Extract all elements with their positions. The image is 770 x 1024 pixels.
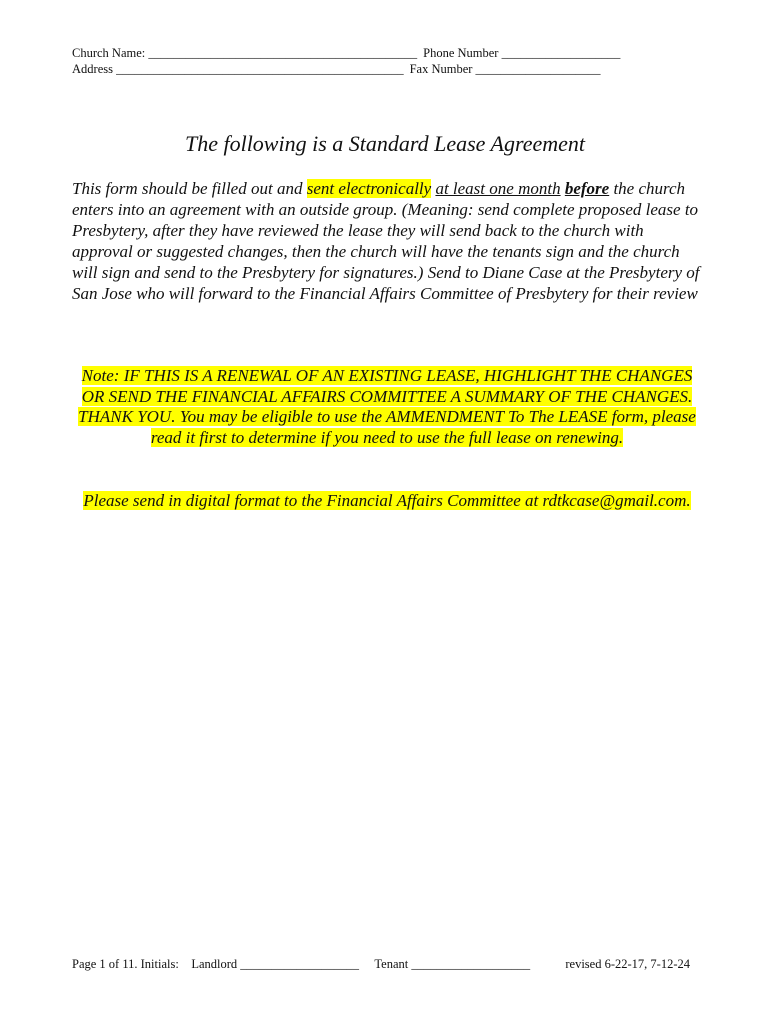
page-footer <box>72 956 702 972</box>
renewal-note <box>72 366 702 448</box>
footer-page-initials: Page 1 of 11. Initials: <box>72 957 179 971</box>
fax-number-field[interactable]: Fax Number ____________________ <box>409 62 601 76</box>
intro-bold-before: before <box>564 179 610 198</box>
footer-tenant-field[interactable]: Tenant ___________________ <box>374 957 531 971</box>
footer-revised: revised 6-22-17, 7-12-24 <box>565 957 690 971</box>
renewal-note-text: Note: IF THIS IS A RENEWAL OF AN EXISTING LEASE, HIGHLIGHT THE CHANGES OR SEND THE FINANCIAL AFFAIRS COMMITTEE A SUMMARY OF THE CHANGES. THANK YOU. You may be eligible to use the AMMENDMENT To The LEASE form, please read it first to determine if you need to use the full lease on renewing. <box>78 366 696 447</box>
intro-text-2: the church enters into an agreement with an outside group. (Meaning: send complete proposed lease to Presbytery, after they have reviewed the lease they will send back to the church with approval or suggested changes, then the church will have the tenants sign and the church will sign and send to the Presbytery for signatures.) Send to Diane Case at the Presbytery of San Jose who will forward to the Financial Affairs Committee of Presbytery for their review <box>72 179 700 303</box>
intro-paragraph <box>72 178 702 304</box>
phone-number-field[interactable]: Phone Number ___________________ <box>423 46 621 60</box>
intro-text-1: This form should be filled out and <box>72 179 307 198</box>
send-instruction-text: Please send in digital format to the Financial Affairs Committee at rdtkcase@gmail.com. <box>83 491 691 510</box>
header-line-church <box>72 46 620 61</box>
address-field[interactable]: Address ______________________________________________ <box>72 62 404 76</box>
header-line-address <box>72 62 601 77</box>
church-name-field[interactable]: Church Name: ___________________________________________ <box>72 46 418 60</box>
footer-landlord-field[interactable]: Landlord ___________________ <box>191 957 360 971</box>
intro-highlight-sent-electronically: sent electronically <box>306 179 432 198</box>
send-instruction <box>72 490 702 511</box>
intro-underline-one-month: at least one month <box>435 179 561 198</box>
page-title: The following is a Standard Lease Agreement <box>184 131 586 156</box>
